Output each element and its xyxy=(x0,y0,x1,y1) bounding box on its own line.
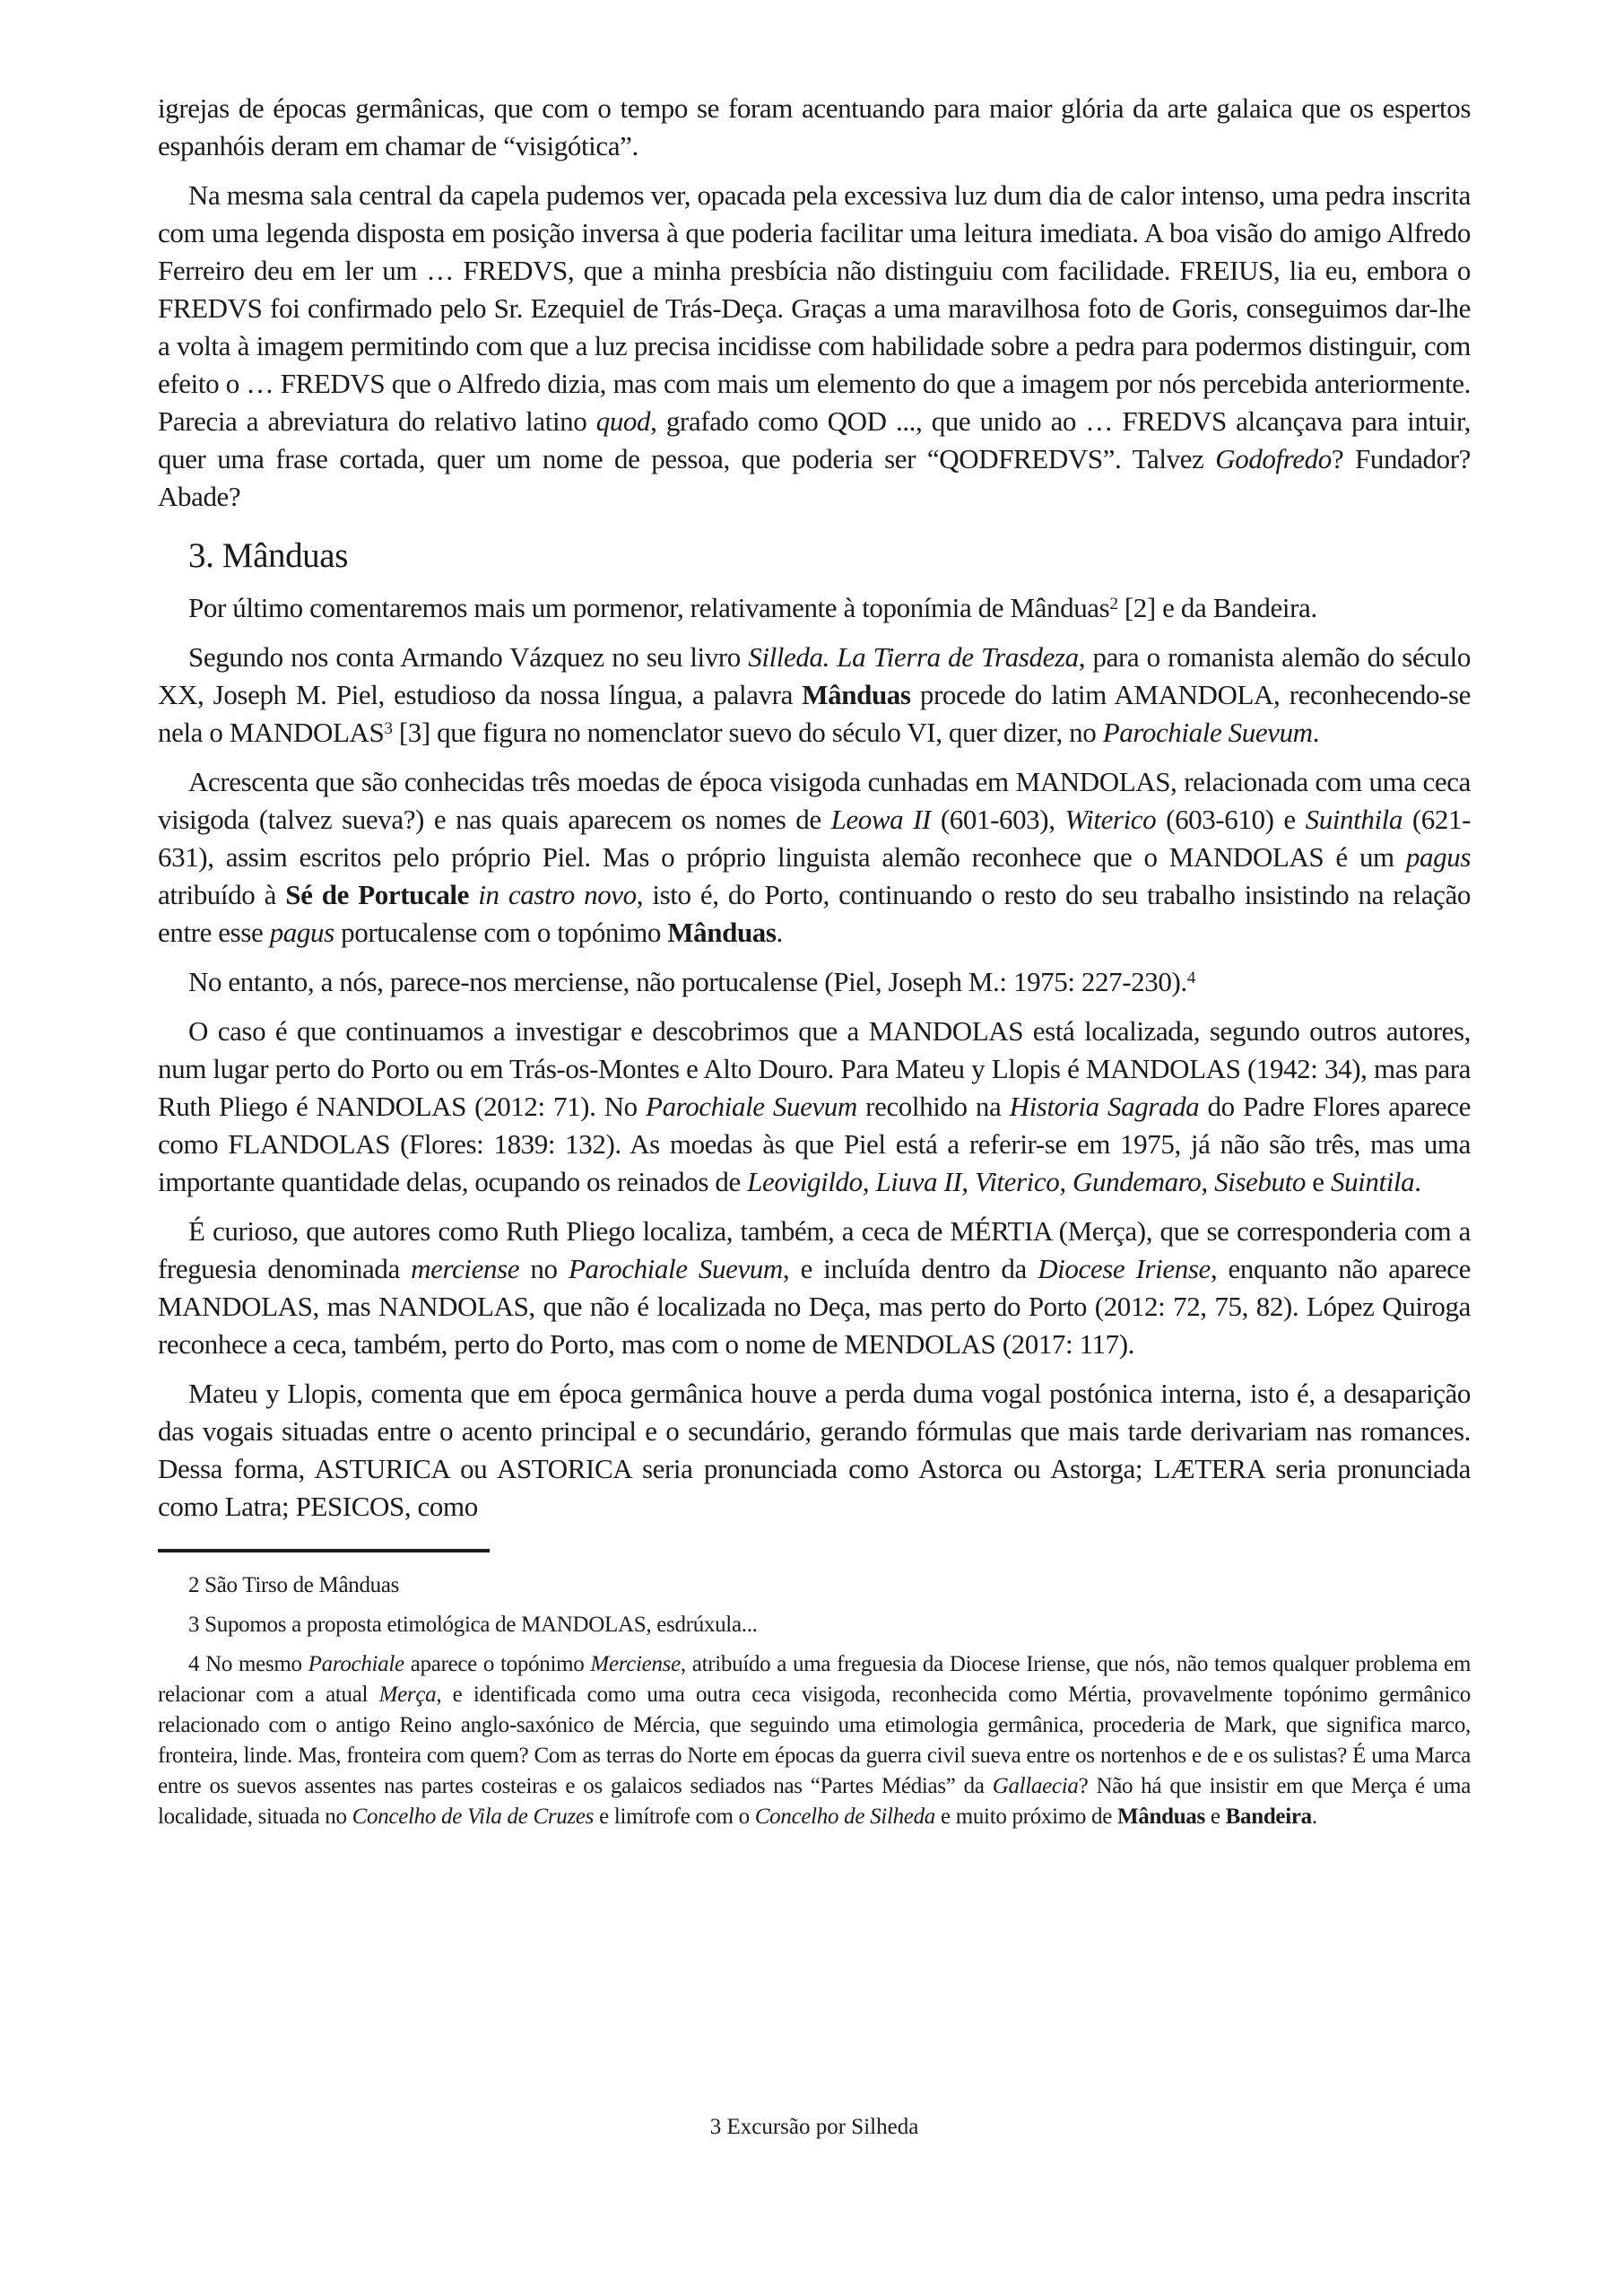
text-run: (603-610) e xyxy=(1156,804,1306,835)
text-run: ? Fundador? Abade? xyxy=(158,443,1471,512)
text-run: (601-603), xyxy=(930,804,1065,835)
text-run: portucalense com o topónimo xyxy=(334,917,668,948)
italic-text-run: pagus xyxy=(269,917,334,948)
italic-text-run: Merça xyxy=(378,1683,437,1707)
footnote-reference: 4 xyxy=(1186,969,1195,988)
text-run: igrejas de épocas germânicas, que com o tempo se foram acentuando para maior glória da arte galaica que os espertos espanhóis deram em chamar de “visigótica”. xyxy=(158,92,1471,161)
italic-text-run: Concelho de Silheda xyxy=(754,1805,935,1829)
text-run: atribuído à xyxy=(158,879,286,910)
text-run: , isto é, do Porto, continuando o resto do seu trabalho insistindo na relação entre esse xyxy=(158,879,1471,948)
text-run: , grafado como QOD ..., que unido ao … FREDVS alcançava para intuir, quer uma frase cortada, quer um nome de pessoa, que poderia ser “QODFREDVS”. Talvez xyxy=(158,405,1471,474)
text-run: . xyxy=(1311,1805,1317,1829)
italic-text-run: Parochiale Suevum xyxy=(1102,717,1313,748)
footnotes-section xyxy=(158,1549,1471,1832)
text-run: (621-631), assim escritos pelo próprio Piel. Mas o próprio linguista alemão reconhece que o MANDOLAS é um xyxy=(158,804,1472,873)
footnote-list xyxy=(158,1570,1471,1832)
italic-text-run: Diocese Iriense xyxy=(1038,1253,1211,1284)
body-paragraph xyxy=(158,589,1471,627)
italic-text-run: quod xyxy=(595,405,651,437)
text-run: O caso é que continuamos a investigar e descobrimos que a MANDOLAS está localizada, segundo outros autores, num lugar perto do Porto ou em Trás-os-Montes e Alto Douro. Para Mateu y Llopis é MANDOLAS (1942: 34), mas para Ruth Pliego é NANDOLAS (2012: 71). No xyxy=(158,1015,1471,1122)
text-run: ? Não há que insistir em que Merça é uma localidade, situada no xyxy=(158,1774,1472,1829)
footnote xyxy=(158,1610,1471,1640)
bold-text-run: Sé de Portucale xyxy=(285,879,469,910)
italic-text-run: Godofredo xyxy=(1215,443,1332,474)
text-run: , atribuído a uma freguesia da Diocese Iriense, que nós, não temos qualquer problema em relacionar com a atual xyxy=(158,1652,1471,1707)
text-run: Por último comentaremos mais um pormenor, relativamente à toponímia de Mânduas xyxy=(188,592,1110,623)
page-footer xyxy=(158,2115,1471,2140)
text-run: e xyxy=(1305,1166,1331,1197)
body-paragraph xyxy=(158,1213,1471,1363)
body-text xyxy=(158,90,1471,1526)
text-run: no xyxy=(519,1253,569,1284)
section-heading: 3. Mânduas xyxy=(188,536,348,575)
text-run: No entanto, a nós, parece-nos merciense, não portucalense (Piel, Joseph M.: 1975: 227-230). xyxy=(188,966,1187,997)
page-footer-text: 3 Excursão por Silheda xyxy=(709,2115,919,2139)
text-run: [2] e da Bandeira. xyxy=(1117,592,1317,623)
italic-text-run: pagus xyxy=(1405,841,1471,873)
body-paragraph xyxy=(158,177,1471,516)
italic-text-run: Silleda. La Tierra de Trasdeza xyxy=(748,641,1079,673)
text-run: , enquanto não aparece MANDOLAS, mas NANDOLAS, que não é localizada no Deça, mas perto do Porto (2012: 72, 75, 82). López Quiroga reconhece a ceca, também, perto do Porto, mas com o nome de MENDOLAS (2017: 117). xyxy=(158,1253,1471,1360)
italic-text-run: Suinthila xyxy=(1305,804,1403,835)
text-column xyxy=(158,90,1471,1841)
italic-text-run: Parochiale Suevum xyxy=(646,1091,857,1122)
footnote xyxy=(158,1649,1471,1832)
footnote-reference: 3 xyxy=(384,719,393,739)
text-run: e xyxy=(1204,1805,1226,1829)
italic-text-run: merciense xyxy=(411,1253,520,1284)
italic-text-run: Leovigildo, Liuva II, Viterico, Gundemaro, Sisebuto xyxy=(747,1166,1306,1197)
text-run: Na mesma sala central da capela pudemos ver, opacada pela excessiva luz dum dia de calor intenso, uma pedra inscrita com uma legenda disposta em posição inversa à que poderia facilitar uma leitura imediata. A boa visão do amigo Alfredo Ferreiro deu em ler um … FREDVS, que a minha presbícia não distinguiu com facilidade. FREIUS, lia eu, embora o FREDVS foi confirmado pelo Sr. Ezequiel de Trás-Deça. Graças a uma maravilhosa foto de Goris, conseguimos dar-lhe a volta à imagem permitindo com que a luz precisa incidisse com habilidade sobre a pedra para podermos distinguir, com efeito o … FREDVS que o Alfredo dizia, mas com mais um elemento do que a imagem por nós percebida anteriormente. Parecia a abreviatura do relativo latino xyxy=(158,179,1471,437)
text-run: [3] que figura no nomenclator suevo do século VI, quer dizer, no xyxy=(392,717,1103,748)
text-run: , e incluída dentro da xyxy=(782,1253,1038,1284)
text-run: Mateu y Llopis, comenta que em época germânica houve a perda duma vogal postónica interna, isto é, a desaparição das vogais situadas entre o acento principal e o secundário, gerando fórmulas que mais tarde derivariam nas romances. Dessa forma, ASTURICA ou ASTORICA seria pronunciada como Astorca ou Astorga; LÆTERA seria pronunciada como Latra; PESICOS, como xyxy=(158,1378,1471,1522)
footnote xyxy=(158,1570,1471,1601)
italic-text-run: Leowa II xyxy=(830,804,931,835)
text-run: 4 No mesmo xyxy=(188,1652,308,1676)
italic-text-run: Witerico xyxy=(1064,804,1157,835)
text-run: Acrescenta que são conhecidas três moedas de época visigoda cunhadas em MANDOLAS, relacionada com uma ceca visigoda (talvez sueva?) e nas quais aparecem os nomes de xyxy=(158,766,1471,835)
text-run: 2 São Tirso de Mânduas xyxy=(188,1573,400,1597)
footnote-reference: 2 xyxy=(1109,595,1118,614)
body-paragraph xyxy=(158,90,1471,165)
bold-text-run: Mânduas xyxy=(1117,1805,1205,1829)
text-run: recolhido na xyxy=(856,1091,1010,1122)
italic-text-run: in castro novo xyxy=(478,879,637,910)
bold-text-run: Mânduas xyxy=(667,917,777,948)
body-paragraph xyxy=(158,1013,1471,1201)
footnote-separator-rule xyxy=(158,1549,490,1552)
text-run: É curioso, que autores como Ruth Pliego localiza, também, a ceca de MÉRTIA (Merça), que se corresponderia com a freguesia denominada xyxy=(158,1215,1471,1284)
text-run: . xyxy=(1414,1166,1421,1197)
italic-text-run: Merciense xyxy=(590,1652,681,1676)
italic-text-run: Suintila xyxy=(1330,1166,1415,1197)
text-run: , e identificada como uma outra ceca visigoda, reconhecida como Mértia, provavelmente topónimo germânico relacionado com o antigo Reino anglo-saxónico de Mércia, que seguindo uma etimologia germânica, procederia de Mark, que significa marco, fronteira, linde. Mas, fronteira com quem? Com as terras do Norte em épocas da guerra civil sueva entre os nortenhos e de e os sulistas? É uma Marca entre os suevos assentes nas partes costeiras e os galaicos sediados nas “Partes Médias” da xyxy=(158,1683,1472,1798)
body-paragraph xyxy=(158,1375,1471,1526)
body-paragraph xyxy=(158,763,1471,952)
bold-text-run: Bandeira xyxy=(1225,1805,1312,1829)
italic-text-run: Parochiale xyxy=(308,1652,404,1676)
bold-text-run: Mânduas xyxy=(802,679,911,710)
text-run: Segundo nos conta Armando Vázquez no seu livro xyxy=(188,641,749,673)
text-run: , para o romanista alemão do século XX, Joseph M. Piel, estudioso da nossa língua, a palavra xyxy=(158,641,1471,710)
text-run: aparece o topónimo xyxy=(404,1652,591,1676)
italic-text-run: Gallaecia xyxy=(992,1774,1079,1798)
text-run xyxy=(469,879,478,910)
text-run: . xyxy=(776,917,783,948)
text-run: e muito próximo de xyxy=(935,1805,1117,1829)
body-paragraph xyxy=(158,963,1471,1001)
italic-text-run: Historia Sagrada xyxy=(1009,1091,1200,1122)
italic-text-run: Parochiale Suevum xyxy=(568,1253,783,1284)
text-run: 3 Supomos a proposta etimológica de MANDOLAS, esdrúxula... xyxy=(188,1613,758,1637)
text-run: e limítrofe com o xyxy=(594,1805,755,1829)
italic-text-run: Concelho de Vila de Cruzes xyxy=(352,1805,595,1829)
body-paragraph xyxy=(158,639,1471,752)
text-run: do Padre Flores aparece como FLANDOLAS (Flores: 1839: 132). As moedas às que Piel está a referir-se em 1975, já não são três, mas uma importante quantidade delas, ocupando os reinados de xyxy=(158,1091,1471,1197)
text-run: . xyxy=(1312,717,1320,748)
text-run: procede do latim AMANDOLA, reconhecendo-se nela o MANDOLAS xyxy=(158,679,1471,748)
